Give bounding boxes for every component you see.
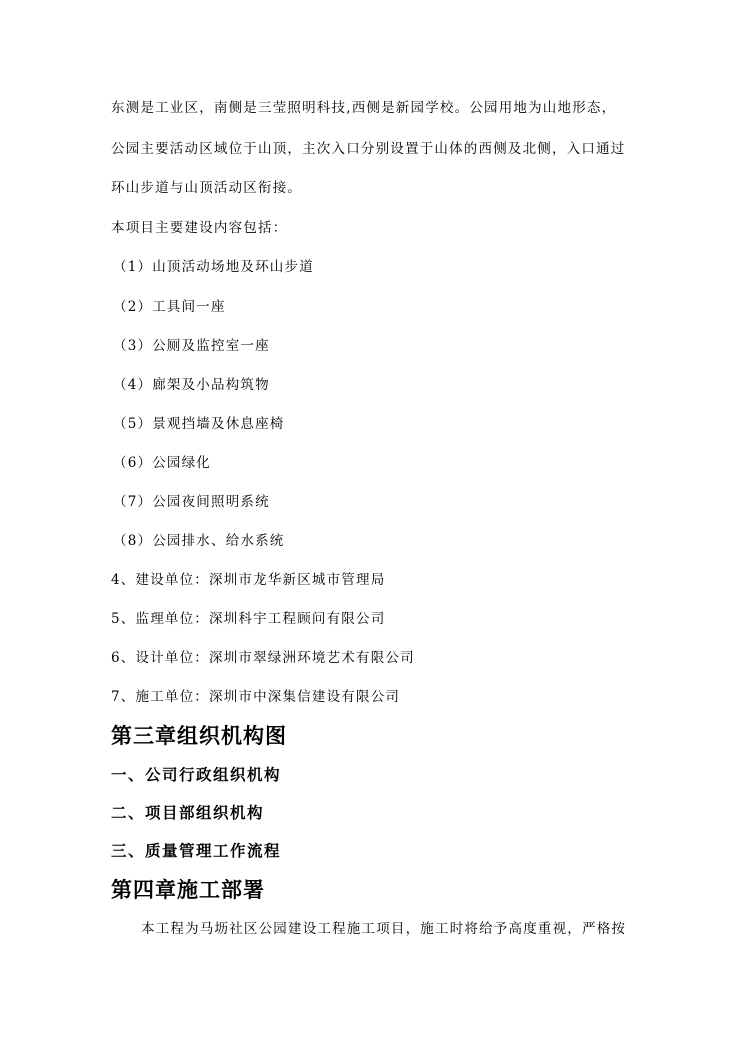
section-heading: 三、质量管理工作流程 [111, 841, 282, 860]
list-item: （5）景观挡墙及休息座椅 [113, 416, 285, 432]
list-item: （8）公园排水、给水系统 [113, 533, 285, 549]
list-item: （7）公园夜间照明系统 [113, 494, 270, 510]
list-item: （6）公园绿化 [113, 455, 211, 471]
chapter-title: 第三章组织机构图 [111, 723, 287, 748]
section-heading: 一、公司行政组织机构 [111, 765, 282, 784]
section-heading: 二、项目部组织机构 [111, 803, 265, 822]
paragraph-line: 环山步道与山顶活动区衔接。 [111, 180, 303, 196]
unit-line: 7、施工单位：深圳市中深集信建设有限公司 [111, 689, 401, 705]
chapter-title: 第四章施工部署 [111, 877, 265, 902]
list-item: （3）公厕及监控室一座 [113, 338, 270, 354]
list-item: （4）廊架及小品构筑物 [113, 377, 270, 393]
paragraph-line: 东测是工业区，南侧是三莹照明科技,西侧是新园学校。公园用地为山地形态， [111, 100, 617, 116]
unit-line: 5、监理单位：深圳科宇工程顾问有限公司 [111, 611, 386, 627]
unit-line: 6、设计单位：深圳市翠绿洲环境艺术有限公司 [111, 650, 415, 666]
list-item: （2）工具间一座 [113, 299, 226, 315]
paragraph-line: 本工程为马坜社区公园建设工程施工项目，施工时将给予高度重视，严格按 [141, 921, 627, 937]
scope-intro: 本项目主要建设内容包括： [111, 220, 288, 236]
paragraph-line: 公园主要活动区域位于山顶，主次入口分别设置于山体的西侧及北侧，入口通过 [111, 141, 626, 157]
list-item: （1）山顶活动场地及环山步道 [113, 259, 314, 275]
unit-line: 4、建设单位：深圳市龙华新区城市管理局 [111, 572, 386, 588]
